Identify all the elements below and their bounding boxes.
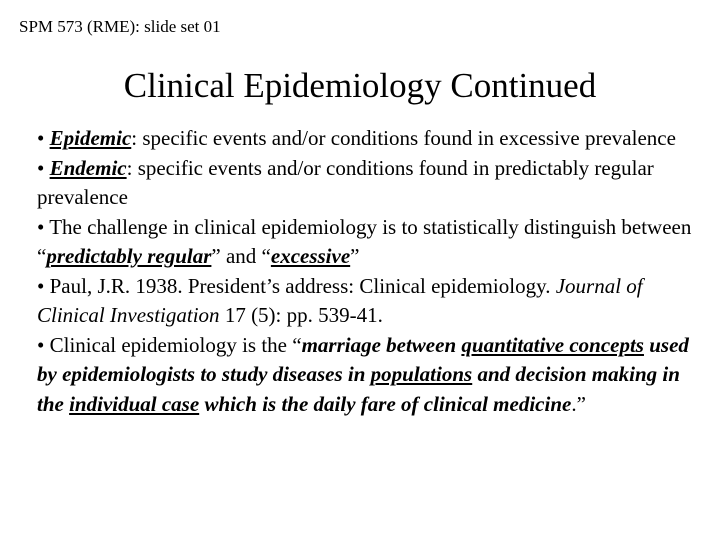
- bullet-marker: •: [37, 332, 45, 357]
- quote-lead: Clinical epidemiology is the “: [49, 332, 302, 357]
- bullet-marriage-quote: [37, 331, 707, 420]
- challenge-text-b: ” and “: [211, 244, 271, 268]
- quote-close: .”: [571, 391, 586, 416]
- quote-part-1: marriage between: [301, 332, 462, 357]
- citation-text-a: Paul, J.R. 1938. President’s address: Clinical epidemiology.: [49, 273, 556, 298]
- bullet-marker: •: [37, 155, 45, 180]
- quote-quantitative-concepts: quantitative concepts: [461, 332, 644, 357]
- slide-body: [37, 124, 707, 419]
- quote-part-3: used by epidemiologists to study diseases in: [37, 332, 689, 386]
- bullet-citation: [37, 272, 707, 331]
- definition-endemic: : specific events and/or conditions found in predictably regular prevalence: [37, 155, 654, 209]
- citation-journal: Journal of Clinical Investigation: [37, 273, 643, 327]
- quote-part-7: which is the daily fare of clinical medicine: [199, 391, 572, 416]
- slide-header: SPM 573 (RME): slide set 01: [19, 17, 221, 36]
- citation-text-b: 17 (5): pp. 539-41.: [219, 303, 383, 327]
- term-endemic: Endemic: [49, 155, 127, 180]
- term-excessive: excessive: [270, 244, 351, 268]
- bullet-marker: •: [37, 126, 45, 150]
- term-predictably-regular: predictably regular: [46, 244, 212, 268]
- quote-populations: populations: [370, 362, 473, 386]
- slide-title: Clinical Epidemiology Continued: [123, 66, 597, 105]
- bullet-endemic: [37, 154, 707, 213]
- bullet-epidemic: [37, 124, 707, 154]
- bullet-marker: •: [37, 214, 45, 239]
- quote-part-5: and decision making in the: [37, 362, 680, 416]
- bullet-marker: •: [37, 273, 45, 298]
- challenge-text-c: ”: [350, 244, 360, 268]
- term-epidemic: Epidemic: [49, 126, 132, 150]
- bullet-challenge: [37, 213, 707, 272]
- quote-individual-case: individual case: [69, 391, 200, 416]
- definition-epidemic: : specific events and/or conditions found in excessive prevalence: [131, 126, 676, 150]
- challenge-text-a: The challenge in clinical epidemiology is to statistically distinguish between “: [37, 214, 692, 268]
